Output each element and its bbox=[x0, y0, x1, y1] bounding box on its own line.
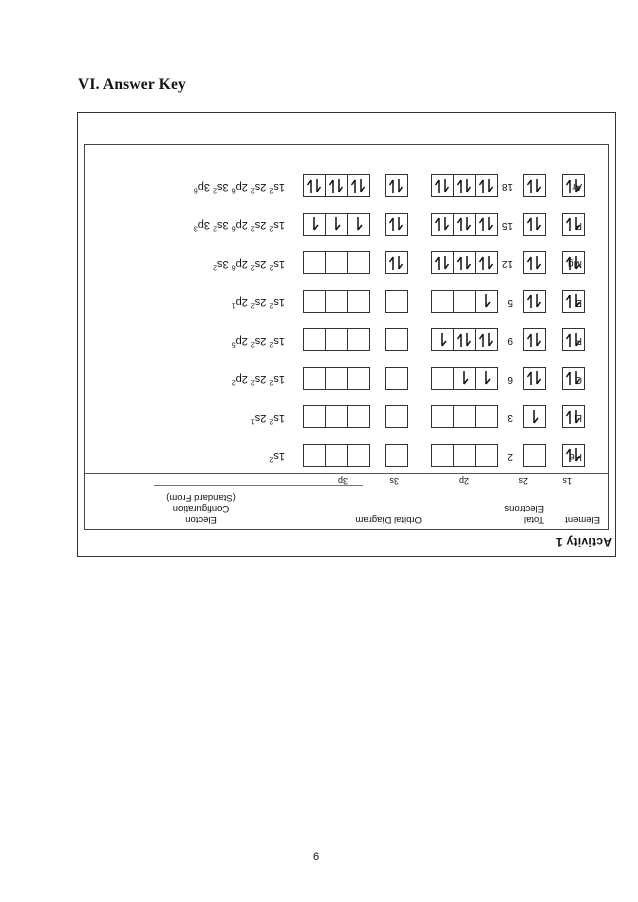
config-term: $2s^2$ bbox=[250, 373, 270, 386]
config-exponent: 6 bbox=[231, 263, 236, 271]
orbital-box bbox=[523, 406, 546, 429]
orbital-box bbox=[523, 213, 546, 236]
table-row bbox=[83, 442, 608, 468]
orbital-group-2p bbox=[431, 367, 498, 390]
config-exponent: 6 bbox=[231, 225, 236, 232]
orbital-group-3p bbox=[303, 175, 370, 198]
orbital-box bbox=[453, 252, 476, 275]
orbital-box bbox=[523, 329, 546, 352]
orbital-group-2s bbox=[523, 367, 546, 390]
element-symbol: C bbox=[574, 374, 582, 385]
orbital-box bbox=[453, 329, 476, 352]
total-electrons: 12 bbox=[501, 258, 513, 270]
orbital-box bbox=[385, 175, 408, 198]
answer-table bbox=[84, 144, 609, 530]
orbital-box bbox=[325, 367, 348, 390]
orbital-group-2p bbox=[431, 444, 498, 467]
orbital-box bbox=[325, 329, 348, 352]
config-exponent: 6 bbox=[231, 186, 236, 194]
orbital-group-3s bbox=[385, 406, 408, 429]
config-exponent: 1 bbox=[231, 302, 236, 309]
orbital-box bbox=[431, 213, 454, 236]
orbital-group-3p bbox=[303, 329, 370, 352]
config-exponent: 2 bbox=[213, 263, 217, 271]
orbital-box bbox=[562, 290, 585, 313]
orbital-box bbox=[562, 444, 585, 467]
paired-electrons-icon bbox=[434, 254, 452, 272]
electron-configuration bbox=[213, 258, 285, 271]
orbital-group-2p bbox=[431, 175, 498, 198]
orbital-box bbox=[385, 213, 408, 236]
config-exponent: 2 bbox=[269, 302, 274, 309]
total-electrons: 5 bbox=[507, 297, 513, 308]
paired-electrons-icon bbox=[350, 177, 368, 195]
total-electrons: 2 bbox=[507, 451, 513, 462]
header-element: Element bbox=[565, 514, 600, 525]
orbital-box bbox=[385, 290, 408, 313]
config-term: $2s^2$ bbox=[250, 296, 270, 309]
paired-electrons-icon bbox=[526, 216, 544, 234]
orbital-box bbox=[325, 252, 348, 275]
element-symbol: P bbox=[575, 220, 582, 231]
paired-electrons-icon bbox=[388, 254, 406, 272]
orbital-box bbox=[347, 290, 370, 313]
orbital-box bbox=[347, 252, 370, 275]
paired-electrons-icon bbox=[456, 216, 474, 234]
single-electron-icon bbox=[328, 216, 346, 234]
paired-electrons-icon bbox=[478, 331, 496, 349]
orbital-group-2s bbox=[523, 444, 546, 467]
config-exponent: 2 bbox=[250, 263, 255, 271]
orbital-group-1s bbox=[562, 367, 585, 390]
config-exponent: 2 bbox=[269, 456, 274, 463]
paired-electrons-icon bbox=[434, 177, 452, 195]
orbital-label-2p: 2p bbox=[458, 476, 469, 486]
orbital-box bbox=[303, 252, 326, 275]
orbital-box bbox=[453, 213, 476, 236]
header-config-line-2: Configuration bbox=[172, 503, 230, 514]
orbital-group-3p bbox=[303, 290, 370, 313]
orbital-box bbox=[453, 367, 476, 390]
orbital-box bbox=[475, 329, 498, 352]
orbital-box bbox=[325, 444, 348, 467]
paired-electrons-icon bbox=[526, 254, 544, 272]
orbital-group-1s bbox=[562, 290, 585, 313]
element-symbol: Ar bbox=[572, 181, 582, 193]
orbital-box bbox=[431, 406, 454, 429]
orbital-box bbox=[325, 213, 348, 236]
header-config-line-1: Electon bbox=[185, 514, 217, 525]
orbital-subheader-line bbox=[154, 485, 363, 486]
orbital-group-3p bbox=[303, 252, 370, 275]
config-term: $2p^6$ bbox=[231, 219, 251, 232]
paired-electrons-icon bbox=[565, 331, 583, 349]
orbital-box bbox=[453, 406, 476, 429]
total-electrons: 3 bbox=[507, 412, 513, 424]
orbital-group-3s bbox=[385, 175, 408, 198]
orbital-group-2p bbox=[431, 252, 498, 275]
electron-configuration bbox=[232, 335, 285, 348]
orbital-box bbox=[523, 367, 546, 390]
orbital-box bbox=[475, 290, 498, 313]
electron-configuration bbox=[194, 181, 285, 194]
section-heading: VI. Answer Key bbox=[78, 76, 187, 93]
rotated-activity-content bbox=[78, 113, 617, 558]
header-divider bbox=[85, 473, 608, 474]
orbital-group-3s bbox=[385, 213, 408, 236]
orbital-box bbox=[523, 252, 546, 275]
page-number: 6 bbox=[313, 851, 320, 863]
config-term: $1s^2$ bbox=[269, 373, 285, 386]
paired-electrons-icon bbox=[478, 216, 496, 234]
orbital-group-1s bbox=[562, 444, 585, 467]
header-total-line-1: Total bbox=[523, 514, 544, 525]
orbital-box bbox=[453, 175, 476, 198]
single-electron-icon bbox=[478, 370, 496, 388]
orbital-box bbox=[475, 175, 498, 198]
single-electron-icon bbox=[306, 216, 324, 234]
config-term: $2s^1$ bbox=[250, 411, 270, 425]
single-electron-icon bbox=[526, 408, 544, 426]
table-row bbox=[83, 173, 608, 199]
orbital-box bbox=[303, 444, 326, 467]
config-exponent: 2 bbox=[269, 225, 274, 232]
orbital-group-3s bbox=[385, 290, 408, 313]
config-term: $3p^6$ bbox=[193, 180, 214, 194]
paired-electrons-icon bbox=[526, 331, 544, 349]
electron-configuration bbox=[194, 219, 285, 232]
orbital-box bbox=[385, 406, 408, 429]
orbital-box bbox=[523, 444, 546, 467]
config-term: $2s^2$ bbox=[250, 334, 270, 348]
config-exponent: 6 bbox=[193, 186, 198, 194]
orbital-box bbox=[562, 175, 585, 198]
orbital-group-3s bbox=[385, 252, 408, 275]
orbital-box bbox=[303, 367, 326, 390]
orbital-box bbox=[475, 252, 498, 275]
config-term: $1s^2$ bbox=[269, 296, 285, 309]
paired-electrons-icon bbox=[565, 370, 583, 388]
orbital-label-3s: 3s bbox=[389, 476, 399, 486]
table-row bbox=[83, 404, 608, 430]
orbital-box bbox=[431, 175, 454, 198]
orbital-group-2s bbox=[523, 252, 546, 275]
orbital-label-1s: 1s bbox=[562, 476, 572, 486]
config-exponent: 2 bbox=[250, 379, 255, 386]
config-exponent: 2 bbox=[269, 340, 274, 348]
element-symbol: Mg bbox=[568, 258, 582, 270]
orbital-group-1s bbox=[562, 175, 585, 198]
orbital-box bbox=[562, 406, 585, 429]
config-exponent: 2 bbox=[250, 186, 255, 194]
paired-electrons-icon bbox=[565, 293, 583, 311]
config-term: $2p^2$ bbox=[231, 373, 251, 386]
orbital-box bbox=[385, 252, 408, 275]
orbital-box bbox=[325, 406, 348, 429]
orbital-box bbox=[562, 329, 585, 352]
paired-electrons-icon bbox=[328, 177, 346, 195]
orbital-box bbox=[562, 252, 585, 275]
config-exponent: 5 bbox=[231, 340, 236, 348]
config-exponent: 2 bbox=[269, 263, 274, 271]
table-row bbox=[83, 365, 608, 391]
orbital-box bbox=[303, 213, 326, 236]
orbital-box bbox=[523, 290, 546, 313]
orbital-box bbox=[385, 329, 408, 352]
config-exponent: 2 bbox=[213, 186, 217, 194]
config-term: $2p^6$ bbox=[231, 180, 251, 194]
config-exponent: 2 bbox=[250, 302, 255, 309]
paired-electrons-icon bbox=[434, 216, 452, 234]
element-symbol: Li bbox=[574, 412, 582, 424]
table-row bbox=[83, 288, 608, 314]
header-orbital-diagram: Orbital Diagram bbox=[355, 514, 422, 525]
orbital-box bbox=[347, 444, 370, 467]
orbital-box bbox=[475, 213, 498, 236]
paired-electrons-icon bbox=[565, 447, 583, 465]
orbital-box bbox=[303, 406, 326, 429]
paired-electrons-icon bbox=[456, 177, 474, 195]
config-exponent: 2 bbox=[231, 379, 236, 386]
electron-configuration bbox=[251, 412, 285, 425]
paired-electrons-icon bbox=[526, 293, 544, 311]
single-electron-icon bbox=[350, 216, 368, 234]
element-symbol: He bbox=[569, 451, 582, 462]
table-row bbox=[83, 211, 608, 237]
config-term: $2s^2$ bbox=[250, 257, 270, 271]
paired-electrons-icon bbox=[478, 177, 496, 195]
header-configuration bbox=[146, 492, 256, 525]
orbital-group-1s bbox=[562, 213, 585, 236]
orbital-box bbox=[347, 406, 370, 429]
config-term: $1s^2$ bbox=[269, 334, 285, 348]
paired-electrons-icon bbox=[456, 254, 474, 272]
paired-electrons-icon bbox=[388, 216, 406, 234]
orbital-box bbox=[475, 406, 498, 429]
orbital-box bbox=[475, 444, 498, 467]
orbital-box bbox=[347, 329, 370, 352]
config-term: $3s^2$ bbox=[213, 257, 232, 271]
orbital-group-2s bbox=[523, 175, 546, 198]
paired-electrons-icon bbox=[526, 177, 544, 195]
orbital-group-3p bbox=[303, 406, 370, 429]
config-exponent: 2 bbox=[269, 186, 274, 194]
config-term: $1s^2$ bbox=[269, 257, 285, 271]
config-term: $1s^2$ bbox=[269, 180, 285, 194]
orbital-box bbox=[562, 367, 585, 390]
paired-electrons-icon bbox=[306, 177, 324, 195]
total-electrons: 15 bbox=[501, 220, 513, 231]
header-total-line-2: Electrons bbox=[504, 503, 544, 514]
total-electrons: 6 bbox=[507, 374, 513, 385]
config-term: $1s^2$ bbox=[269, 450, 285, 463]
orbital-label-3p: 3p bbox=[337, 476, 348, 486]
orbital-group-3p bbox=[303, 444, 370, 467]
config-exponent: 2 bbox=[213, 225, 217, 232]
orbital-group-2p bbox=[431, 290, 498, 313]
table-row bbox=[83, 250, 608, 276]
orbital-box bbox=[431, 444, 454, 467]
orbital-box bbox=[303, 175, 326, 198]
orbital-group-1s bbox=[562, 329, 585, 352]
config-term: $2s^2$ bbox=[250, 180, 270, 194]
orbital-box bbox=[431, 329, 454, 352]
orbital-group-3s bbox=[385, 444, 408, 467]
orbital-group-3p bbox=[303, 213, 370, 236]
orbital-box bbox=[562, 213, 585, 236]
element-symbol: B bbox=[575, 297, 582, 308]
orbital-box bbox=[325, 290, 348, 313]
paired-electrons-icon bbox=[565, 177, 583, 195]
config-term: $2s^2$ bbox=[250, 219, 270, 232]
orbital-group-3p bbox=[303, 367, 370, 390]
config-exponent: 2 bbox=[269, 379, 274, 386]
orbital-group-2s bbox=[523, 213, 546, 236]
orbital-box bbox=[431, 252, 454, 275]
paired-electrons-icon bbox=[388, 177, 406, 195]
orbital-box bbox=[347, 213, 370, 236]
element-symbol: F bbox=[575, 335, 582, 347]
orbital-label-2s: 2s bbox=[518, 476, 528, 486]
activity-title: Activity 1 bbox=[555, 535, 612, 549]
orbital-box bbox=[325, 175, 348, 198]
config-exponent: 3 bbox=[193, 225, 198, 232]
config-term: $2p^1$ bbox=[231, 296, 251, 309]
orbital-group-2s bbox=[523, 329, 546, 352]
config-exponent: 2 bbox=[250, 225, 255, 232]
orbital-group-1s bbox=[562, 406, 585, 429]
orbital-group-2p bbox=[431, 329, 498, 352]
orbital-box bbox=[431, 290, 454, 313]
config-term: $1s^2$ bbox=[269, 219, 285, 232]
orbital-box bbox=[347, 367, 370, 390]
electron-configuration bbox=[232, 296, 285, 309]
config-exponent: 2 bbox=[269, 417, 274, 425]
orbital-box bbox=[431, 367, 454, 390]
header-config-line-3: (Standard From) bbox=[166, 492, 236, 503]
config-term: $1s^2$ bbox=[269, 411, 285, 425]
answer-key-box bbox=[77, 112, 616, 557]
electron-configuration bbox=[269, 450, 285, 463]
orbital-box bbox=[453, 290, 476, 313]
orbital-group-3s bbox=[385, 367, 408, 390]
config-term: $2p^5$ bbox=[231, 334, 251, 348]
orbital-box bbox=[523, 175, 546, 198]
total-electrons: 9 bbox=[507, 335, 513, 347]
table-row bbox=[83, 327, 608, 353]
paired-electrons-icon bbox=[478, 254, 496, 272]
config-term: $3p^3$ bbox=[193, 219, 214, 232]
header-total bbox=[504, 503, 544, 525]
single-electron-icon bbox=[478, 293, 496, 311]
paired-electrons-icon bbox=[565, 408, 583, 426]
orbital-box bbox=[475, 367, 498, 390]
total-electrons: 18 bbox=[501, 181, 513, 193]
config-term: $3s^2$ bbox=[213, 180, 232, 194]
orbital-group-1s bbox=[562, 252, 585, 275]
orbital-box bbox=[385, 444, 408, 467]
config-exponent: 1 bbox=[250, 417, 255, 425]
orbital-group-3s bbox=[385, 329, 408, 352]
orbital-box bbox=[303, 329, 326, 352]
orbital-group-2s bbox=[523, 406, 546, 429]
paired-electrons-icon bbox=[456, 331, 474, 349]
paired-electrons-icon bbox=[565, 216, 583, 234]
orbital-box bbox=[303, 290, 326, 313]
single-electron-icon bbox=[434, 331, 452, 349]
config-term: $3s^2$ bbox=[213, 219, 232, 232]
orbital-group-2p bbox=[431, 213, 498, 236]
orbital-box bbox=[347, 175, 370, 198]
paired-electrons-icon bbox=[565, 254, 583, 272]
orbital-group-2s bbox=[523, 290, 546, 313]
electron-configuration bbox=[232, 373, 285, 386]
orbital-box bbox=[453, 444, 476, 467]
orbital-box bbox=[385, 367, 408, 390]
paired-electrons-icon bbox=[526, 370, 544, 388]
orbital-group-2p bbox=[431, 406, 498, 429]
config-term: $2p^6$ bbox=[231, 257, 251, 271]
config-exponent: 2 bbox=[250, 340, 255, 348]
single-electron-icon bbox=[456, 370, 474, 388]
